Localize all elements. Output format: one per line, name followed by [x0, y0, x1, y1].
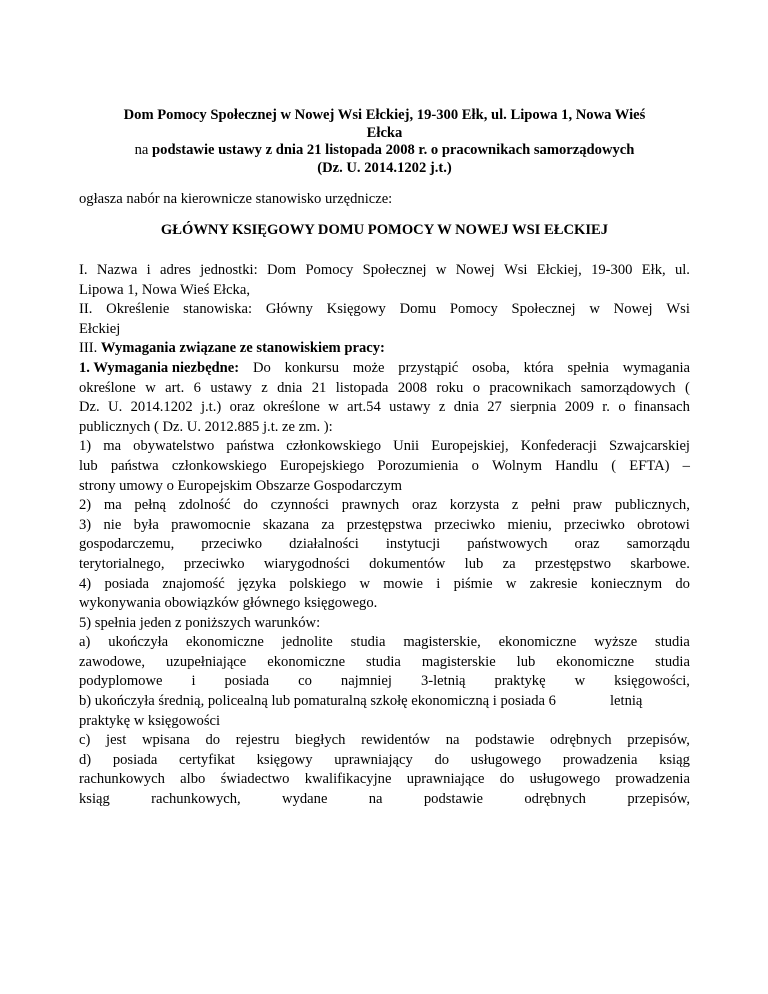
word: 2014.1202 [130, 399, 193, 416]
word: ksiąg [79, 791, 110, 808]
body-line [79, 790, 690, 810]
word: i [146, 262, 151, 278]
word: wymagania [622, 359, 690, 376]
word: magisterskie, [403, 634, 481, 651]
word: do [205, 732, 221, 749]
word: z [261, 379, 268, 396]
word: Europejskiej, [431, 438, 509, 455]
word: ukończyła [108, 634, 169, 651]
word: przestępstwa [346, 516, 423, 533]
word: przeciwko [564, 516, 625, 533]
word: uzupełniające [166, 653, 247, 670]
word: art. [165, 379, 185, 396]
position-title: GŁÓWNY KSIĘGOWY DOMU POMOCY W NOWEJ WSI EŁCKIEJ [160, 222, 609, 238]
word: 21 [311, 379, 327, 396]
word: finansach [633, 399, 690, 416]
section-number: III. [79, 340, 101, 357]
word: ekonomiczne [498, 634, 577, 651]
header-line-3-rest: podstawie ustawy z dnia 21 listopada 2008 r. o pracownikach samorządowych [148, 142, 635, 159]
word: do [499, 771, 515, 788]
body-line [79, 770, 690, 790]
word: przystąpić [398, 359, 459, 376]
body-line: 5) spełnia jeden z poniższych warunków: [79, 614, 321, 631]
word: mowie [383, 575, 424, 592]
word: z [511, 497, 519, 514]
word: ( [611, 457, 617, 474]
word: 27 [487, 399, 502, 416]
word: Księgowy [326, 301, 386, 318]
word: Nowej [613, 301, 653, 318]
word: oraz [229, 399, 255, 416]
word: przestępstwo [534, 555, 612, 572]
word: przeciwko [201, 536, 263, 553]
word: podyplomowe [79, 673, 163, 690]
word: d) [79, 751, 92, 768]
word: skarbowe. [630, 555, 690, 572]
word: art.54 [347, 399, 381, 416]
word: Dom [266, 262, 297, 278]
word: biegłych [295, 732, 346, 749]
word: lub [79, 457, 98, 474]
word: piśmie [453, 575, 493, 592]
word: członkowskiego [171, 457, 267, 474]
body-line [79, 457, 690, 477]
word: z [438, 399, 446, 416]
word: czynności [270, 497, 329, 514]
word: rejestru [235, 732, 280, 749]
word: państwa [110, 457, 159, 474]
word: 1) [79, 438, 92, 455]
word: I. [79, 262, 88, 278]
word: osoba, [472, 359, 510, 376]
word: podstawie [475, 732, 535, 749]
word: o [472, 379, 480, 396]
body-line [79, 751, 690, 771]
word: 4) [79, 575, 92, 592]
body-line: publicznych ( Dz. U. 2012.885 j.t. ze zm. ): [79, 418, 333, 435]
body-line [79, 555, 690, 575]
word: w [589, 301, 600, 318]
body-line: strony umowy o Europejskim Obszarze Gospodarczym [79, 477, 403, 494]
word: instytucji [385, 536, 441, 553]
word: lub [464, 555, 484, 572]
word: roku [436, 379, 464, 396]
header-line-1: Dom Pomocy Społecznej w Nowej Wsi Ełckiej, 19-300 Ełk, ul. Lipowa 1, Nowa Wieś [123, 107, 646, 123]
word: studia [655, 634, 690, 651]
word: adres [159, 262, 191, 278]
word: co [298, 673, 312, 690]
header-line-3-prefix: na [134, 142, 149, 159]
word: nie [103, 516, 122, 533]
word: w [328, 399, 339, 416]
word: była [133, 516, 159, 533]
body-line [79, 692, 690, 712]
body-line: Ełckiej [79, 320, 121, 337]
word: Nazwa [96, 262, 138, 278]
word: 2009 [564, 399, 594, 416]
word: ekonomiczne [267, 653, 346, 670]
body-line [79, 437, 690, 457]
word: państwowych [467, 536, 548, 553]
word: do [243, 497, 258, 514]
word: Pomocy [305, 262, 354, 278]
word: samorządowych [580, 379, 676, 396]
announcement-intro: ogłasza nabór na kierownicze stanowisko urzędnicze: [79, 191, 393, 207]
word: przeciwko [434, 516, 496, 533]
word: stanowiska: [183, 301, 253, 318]
word: świadectwo [220, 771, 290, 788]
word: sierpnia [510, 399, 557, 416]
word: ksiąg [659, 751, 690, 768]
word: 19-300 [591, 262, 633, 278]
word: ma [103, 438, 122, 455]
word: w [359, 575, 370, 592]
word: działalności [289, 536, 359, 553]
word: zdolność [178, 497, 231, 514]
body-line [79, 261, 690, 281]
word: ustawy [210, 379, 252, 396]
document-body [79, 261, 690, 810]
word: prawomocnie [171, 516, 251, 533]
word: rachunkowych [79, 771, 165, 788]
body-line [79, 379, 690, 399]
word: za [321, 516, 335, 533]
word: ustawy [389, 399, 431, 416]
word: dnia [277, 379, 303, 396]
word: może [352, 359, 385, 376]
word: wpisana [141, 732, 190, 749]
word: mieniu, [507, 516, 552, 533]
word: Unii [393, 438, 420, 455]
word: Europejskiego [279, 457, 365, 474]
word: II. [79, 301, 93, 318]
word: i [436, 575, 441, 592]
word: na [445, 732, 460, 749]
word: c) [79, 732, 91, 749]
word: prowadzenia [615, 771, 690, 788]
word: jednolite [281, 634, 333, 651]
word: uprawniające [406, 771, 485, 788]
word: zakresie [529, 575, 578, 592]
word: Do [252, 359, 271, 376]
word: praktykę [494, 673, 546, 690]
word: posiada [104, 575, 150, 592]
word: a) [79, 634, 91, 651]
body-line [79, 516, 690, 536]
word: EFTA) [629, 457, 670, 474]
word: ma [103, 497, 122, 514]
word: rachunkowych, [151, 791, 241, 808]
word: oraz [411, 497, 438, 514]
word: Wolnym [492, 457, 542, 474]
word: praw [573, 497, 603, 514]
word: 6 [193, 379, 201, 396]
word: o [471, 457, 479, 474]
word: księgowości, [614, 673, 690, 690]
word: polskiego [289, 575, 347, 592]
word: Nowej [455, 262, 495, 278]
body-line [79, 633, 690, 653]
word: korzysta [449, 497, 500, 514]
word: ( [684, 379, 690, 396]
body-line [79, 398, 690, 418]
word: kwalifikacyjne [304, 771, 392, 788]
requirements-label: 1. Wymagania niezbędne: [79, 359, 240, 376]
word: w [574, 673, 586, 690]
word: jest [106, 732, 127, 749]
word: odrębnych [524, 791, 586, 808]
word: odrębnych [550, 732, 612, 749]
word: studia [350, 634, 386, 651]
word: prowadzenia [562, 751, 638, 768]
word: obywatelstwo [133, 438, 215, 455]
word: państwa [226, 438, 275, 455]
word: o [618, 399, 626, 416]
word: lub [516, 653, 536, 670]
word: do [434, 751, 450, 768]
word: certyfikat [179, 751, 235, 768]
word: najmniej [340, 673, 392, 690]
word: U. [108, 399, 123, 416]
body-line-requirements [79, 359, 690, 379]
word: wydane [282, 791, 328, 808]
word: członkowskiego [286, 438, 382, 455]
word: prawnych [341, 497, 400, 514]
word: Społecznej [362, 262, 427, 278]
body-line [79, 535, 690, 555]
word: Porozumienia [377, 457, 459, 474]
word: Dz. [79, 399, 100, 416]
word: wyższe [594, 634, 638, 651]
word: do [675, 575, 690, 592]
word: w [145, 379, 156, 396]
word: skazana [262, 516, 310, 533]
word: podstawie [423, 791, 484, 808]
word: magisterskie [421, 653, 496, 670]
body-line: praktykę w księgowości [79, 712, 221, 729]
word: Ełckiej, [536, 262, 582, 278]
word: księgowy [256, 751, 313, 768]
word: posiada [224, 673, 270, 690]
body-line-text: b) ukończyła średnią, policealną lub pomaturalną szkołę ekonomiczną i posiada 6 [79, 693, 556, 710]
word: Społecznej [511, 301, 576, 318]
word: określone [79, 379, 136, 396]
body-line [79, 575, 690, 595]
word: publicznych, [614, 497, 690, 514]
word: Pomocy [449, 301, 498, 318]
word: i [191, 673, 196, 690]
word: uprawniający [334, 751, 413, 768]
document-header [79, 107, 690, 177]
word: studia [655, 653, 690, 670]
word: Określenie [106, 301, 170, 318]
word: Wsi [503, 262, 528, 278]
word: oraz [574, 536, 600, 553]
word: 3-letnią [420, 673, 466, 690]
word: Szwajcarskiej [608, 438, 690, 455]
word: spełnia [567, 359, 609, 376]
word: pracownikach [489, 379, 572, 396]
word: Handlu [555, 457, 599, 474]
body-line [79, 672, 690, 692]
body-line-text: letnią [609, 693, 643, 710]
word: za [502, 555, 516, 572]
body-line: Lipowa 1, Nowa Wieś Ełcka, [79, 281, 250, 298]
word: terytorialnego, [79, 555, 165, 572]
word: rewidentów [361, 732, 431, 749]
word: wiarygodności [263, 555, 350, 572]
word: przepisów, [627, 791, 690, 808]
word: pełną [134, 497, 167, 514]
word: r. [602, 399, 610, 416]
word: 2008 [397, 379, 428, 396]
word: Domu [399, 301, 437, 318]
word: pełni [531, 497, 561, 514]
body-line [79, 731, 690, 751]
word: posiada [112, 751, 158, 768]
header-line-3 [79, 142, 690, 160]
word: Ełk, [641, 262, 666, 278]
word: koniecznym [590, 575, 663, 592]
word: ekonomiczne [556, 653, 635, 670]
word: Główny [265, 301, 313, 318]
word: dnia [453, 399, 479, 416]
word: obrotowi [637, 516, 690, 533]
word: Wsi [666, 301, 690, 318]
word: dokumentów [369, 555, 446, 572]
word: jednostki: [200, 262, 258, 278]
word: j.t.) [200, 399, 222, 416]
header-line-4: (Dz. U. 2014.1202 j.t.) [317, 159, 452, 176]
word: przepisów, [627, 732, 690, 749]
body-line [79, 300, 690, 320]
word: gospodarczemu, [79, 536, 175, 553]
word: – [682, 457, 690, 474]
word: w [505, 575, 517, 592]
section-heading-text: Wymagania związane ze stanowiskiem pracy: [100, 340, 385, 357]
word: znajomość [162, 575, 225, 592]
header-line-2: Ełcka [366, 124, 403, 141]
word: ekonomiczne [186, 634, 264, 651]
body-line: wykonywania obowiązków głównego księgowego. [79, 595, 378, 612]
word: listopada [335, 379, 389, 396]
word: 3) [79, 516, 92, 533]
word: języka [238, 575, 277, 592]
word: usługowego [470, 751, 542, 768]
body-line [79, 496, 690, 516]
word: usługowego [529, 771, 601, 788]
word: określone [263, 399, 320, 416]
word: w [435, 262, 447, 278]
word: która [523, 359, 554, 376]
word: Konfederacji [520, 438, 597, 455]
word: zawodowe, [79, 653, 146, 670]
word: na [368, 791, 383, 808]
section-heading-requirements [79, 339, 690, 359]
word: samorządu [626, 536, 690, 553]
word: albo [180, 771, 206, 788]
word: konkursu [284, 359, 339, 376]
word: studia [366, 653, 401, 670]
word: ul. [674, 262, 690, 278]
body-line [79, 653, 690, 673]
word: przeciwko [183, 555, 245, 572]
word: 2) [79, 497, 92, 514]
